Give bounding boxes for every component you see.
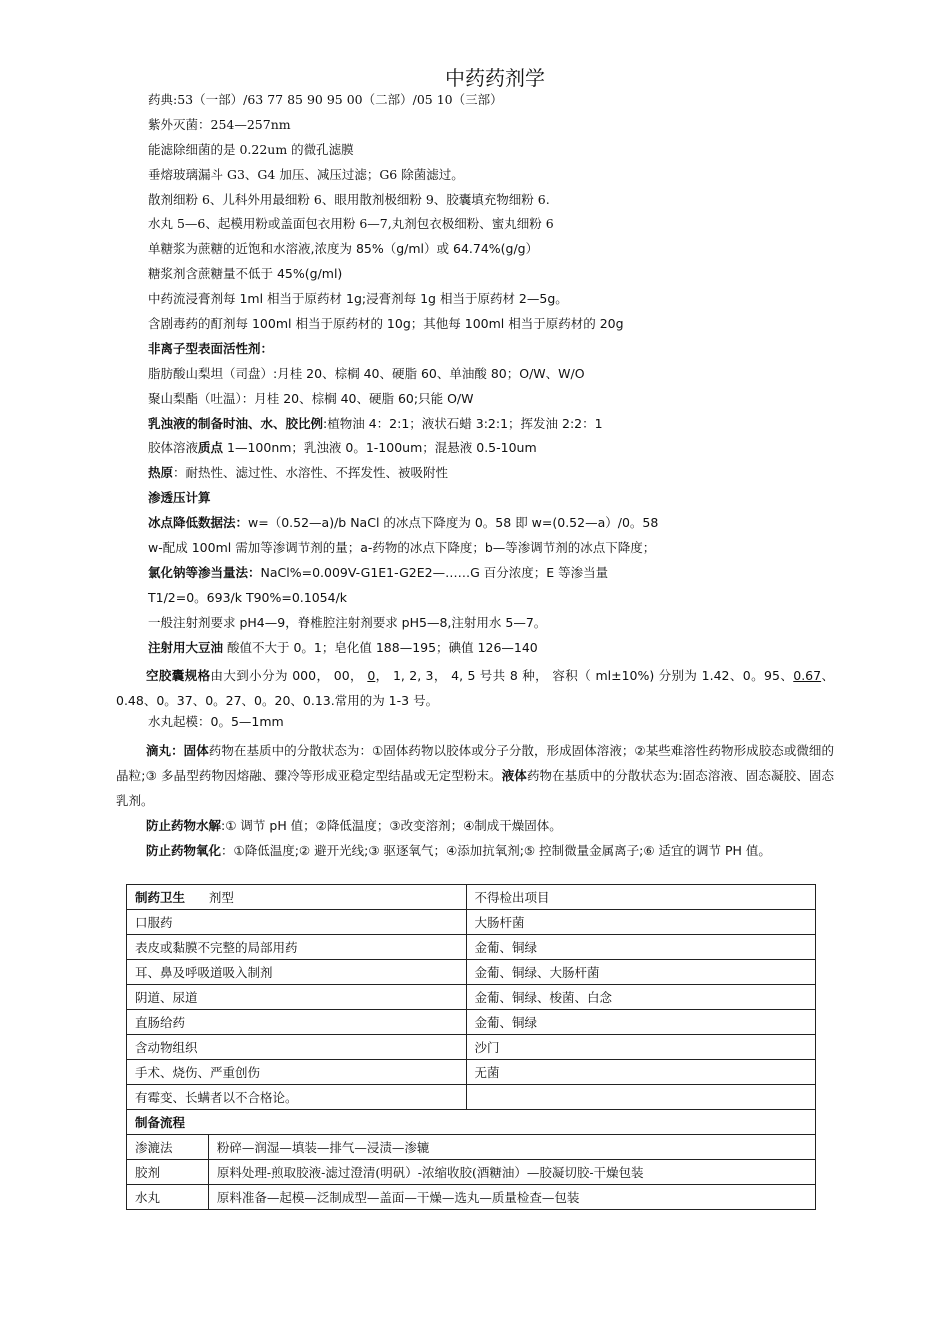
colloid-label: 胶体溶液 <box>148 440 199 456</box>
nacl-label: 氯化钠等渗当量法： <box>148 564 261 580</box>
freezing-text: w=（0.52—a)/b NaCl 的冰点下降度为 0。58 即 w=(0.52—a）/0。58 <box>248 515 659 531</box>
line-pyrogen <box>118 465 834 490</box>
hydrolysis-label: 防止药物水解 <box>146 817 222 833</box>
table-row <box>127 1185 816 1210</box>
hydrolysis-paragraph <box>116 814 834 839</box>
cell-detect: 沙门 <box>466 1035 815 1060</box>
cell-dosage: 含动物组织 <box>127 1035 467 1060</box>
table-row <box>127 935 816 960</box>
cell-process-name: 水丸 <box>127 1185 209 1210</box>
diwan-label-2: 液体 <box>501 768 527 784</box>
table-row <box>127 1060 816 1085</box>
line-shuiwan: 水丸起模：0。5—1mm <box>148 714 284 730</box>
pyrogen-text: ：耐热性、滤过性、水溶性、不挥发性、被吸附性 <box>173 465 449 481</box>
line-soybean <box>118 640 834 665</box>
line-halflife: T1/2=0。693/k T90%=0.1054/k <box>148 589 348 605</box>
emulsion-label: 乳浊液的制备时油、水、胶比例 <box>148 415 324 431</box>
table-row <box>127 1085 816 1110</box>
line-uv: 紫外灭菌：254—257nm <box>148 116 291 132</box>
line-osmotic-heading: 渗透压计算 <box>148 490 211 506</box>
table-row <box>127 1010 816 1035</box>
pyrogen-label: 热原 <box>148 465 174 481</box>
header-hygiene-label: 制药卫生 <box>135 890 186 905</box>
line-syrup-sugar: 糖浆剂含蔗糖量不低于 45%(g/ml) <box>148 266 343 282</box>
oxidation-paragraph <box>116 839 834 864</box>
cell-dosage: 手术、烧伤、严重创伤 <box>127 1060 467 1085</box>
table-header-row <box>127 885 816 910</box>
cell-dosage: 表皮或黏膜不完整的局部用药 <box>127 935 467 960</box>
diwan-paragraph <box>116 739 834 814</box>
line-filter: 能滤除细菌的是 0.22um 的微孔滤膜 <box>148 141 354 157</box>
header-detect: 不得检出项目 <box>466 885 815 910</box>
cell-detect: 无菌 <box>466 1060 815 1085</box>
table-row <box>127 1160 816 1185</box>
cell-dosage: 直肠给药 <box>127 1010 467 1035</box>
capsule-paragraph <box>116 664 834 714</box>
capsule-text-2: ， 1, 2, 3， 4, 5 号共 8 种， 容积（ ml±10%) 分别为 1.42、0。95、 <box>375 668 794 684</box>
table-section-row <box>127 1110 816 1135</box>
notes-body <box>118 92 834 864</box>
table-row <box>127 1035 816 1060</box>
line-colloid <box>118 440 834 465</box>
cell-detect: 金葡、铜绿 <box>466 935 815 960</box>
colloid-particle: 质点 <box>198 440 224 456</box>
line-emulsion <box>118 416 834 441</box>
capsule-label: 空胶囊规格 <box>146 668 211 684</box>
table-row <box>127 910 816 935</box>
page-title: 中药药剂学 <box>445 66 545 90</box>
header-dosage <box>127 885 467 910</box>
cell-process-steps: 粉碎—润湿—填装—排气—浸渍—渗辘 <box>208 1135 815 1160</box>
line-freezing <box>118 515 834 540</box>
line-powder: 散剂细粉 6、儿科外用最细粉 6、眼用散剂极细粉 9、胶囊填充物细粉 6. <box>148 191 550 207</box>
soybean-label: 注射用大豆油 <box>148 639 224 655</box>
diwan-label: 滴丸：固体 <box>146 743 209 759</box>
oxidation-text: ：①降低温度;② 避开光线;③ 驱逐氧气；④添加抗氧剂;⑤ 控制微量金属离子;⑥ 适宜的调节 PH 值。 <box>221 842 771 858</box>
freezing-label: 冰点降低数据法： <box>148 515 249 531</box>
cell-process-name: 胶剂 <box>127 1160 209 1185</box>
table-row <box>127 960 816 985</box>
header-dosage-label: 剂型 <box>208 890 234 905</box>
emulsion-text: :植物油 4：2:1；液状石蜡 3:2:1；挥发油 2:2：1 <box>323 415 603 431</box>
table-row <box>127 985 816 1010</box>
hygiene-table <box>126 884 816 1210</box>
cell-detect: 大肠杆菌 <box>466 910 815 935</box>
line-tincture: 含剧毒药的酊剂每 100ml 相当于原药材的 10g；其他每 100ml 相当于原药材的 20g <box>148 316 624 332</box>
cell-detect: 金葡、铜绿、大肠杆菌 <box>466 960 815 985</box>
hydrolysis-text: :① 调节 pH 值；②降低温度；③改变溶剂；④制成干燥固体。 <box>221 817 562 833</box>
cell-detect: 金葡、铜绿、梭菌、白念 <box>466 985 815 1010</box>
cell-dosage: 有霉变、长螨者以不合格论。 <box>127 1085 467 1110</box>
table-row <box>127 1135 816 1160</box>
capsule-text-1: 由大到小分为 000， 00， <box>210 668 368 684</box>
cell-process-steps: 原料准备—起模—泛制成型—盖面—干燥—选丸—质量检查—包装 <box>208 1185 815 1210</box>
line-tween: 聚山梨酯（吐温）：月桂 20、棕榈 40、硬脂 60;只能 O/W <box>148 390 474 406</box>
cell-process-name: 渗漉法 <box>127 1135 209 1160</box>
diwan-text-2: 药物在基质中的分散状态为:固态溶液、固态凝胶、固态乳剂。 <box>116 768 834 808</box>
soybean-text: 酸值不大于 0。1；皂化值 188—195；碘值 126—140 <box>223 639 538 655</box>
line-syrup: 单糖浆为蔗糖的近饱和水溶液,浓度为 85%（g/ml）或 64.74%(g/g） <box>148 241 539 257</box>
line-funnel: 垂熔玻璃漏斗 G3、G4 加压、减压过滤；G6 除菌滤过。 <box>148 166 464 182</box>
cell-dosage: 耳、鼻及呼吸道吸入制剂 <box>127 960 467 985</box>
capsule-text-3: 、0.48、0。37、0。27、0。20、0.13.常用的为 1-3 号。 <box>116 668 834 709</box>
colloid-text: 1—100nm；乳浊液 0。1-100um；混悬液 0.5-10um <box>223 440 537 456</box>
line-extract: 中药流浸膏剂每 1ml 相当于原药材 1g;浸膏剂每 1g 相当于原药材 2—5g。 <box>148 291 568 307</box>
capsule-underline-2: 0.67 <box>793 668 822 684</box>
cell-detect: 金葡、铜绿 <box>466 1010 815 1035</box>
line-span: 脂肪酸山梨坦（司盘）:月桂 20、棕榈 40、硬脂 60、单油酸 80；O/W、W/O <box>148 365 585 381</box>
cell-detect <box>466 1085 815 1110</box>
cell-dosage: 阴道、尿道 <box>127 985 467 1010</box>
line-freezing-vars: w-配成 100ml 需加等渗调节剂的量；a-药物的冰点下降度；b—等渗调节剂的冰点下降度； <box>148 540 656 556</box>
oxidation-label: 防止药物氧化 <box>146 842 222 858</box>
line-pharmacopoeia: 药典:53（一部）/63 77 85 90 95 00（二部）/05 10（三部） <box>148 92 503 107</box>
capsule-underline-1: 0 <box>367 668 376 684</box>
nacl-text: NaCl%=0.009V-G1E1-G2E2—……G 百分浓度；E 等渗当量 <box>260 564 609 580</box>
line-surfactant-heading: 非离子型表面活性剂： <box>148 340 274 356</box>
diwan-text-1: 药物在基质中的分散状态为：①固体药物以胶体或分子分散，形成固体溶液；②某些难溶性药物形成胶态或微细的晶粒;③ 多晶型药物因熔融、骤冷等形成亚稳定型结晶或无定型粉末。 <box>116 743 834 784</box>
line-ph: 一般注射剂要求 pH4—9，脊椎腔注射剂要求 pH5—8,注射用水 5—7。 <box>148 614 547 630</box>
cell-process-steps: 原料处理-煎取胶液-滤过澄清(明矾）-浓缩收胶(酒糖油）—胶凝切胶-干燥包装 <box>208 1160 815 1185</box>
line-nacl <box>118 565 834 590</box>
cell-dosage: 口服药 <box>127 910 467 935</box>
line-pill-powder: 水丸 5—6、起模用粉或盖面包衣用粉 6—7,丸剂包衣极细粉、蜜丸细粉 6 <box>148 216 554 232</box>
section-process-title: 制备流程 <box>127 1110 816 1135</box>
